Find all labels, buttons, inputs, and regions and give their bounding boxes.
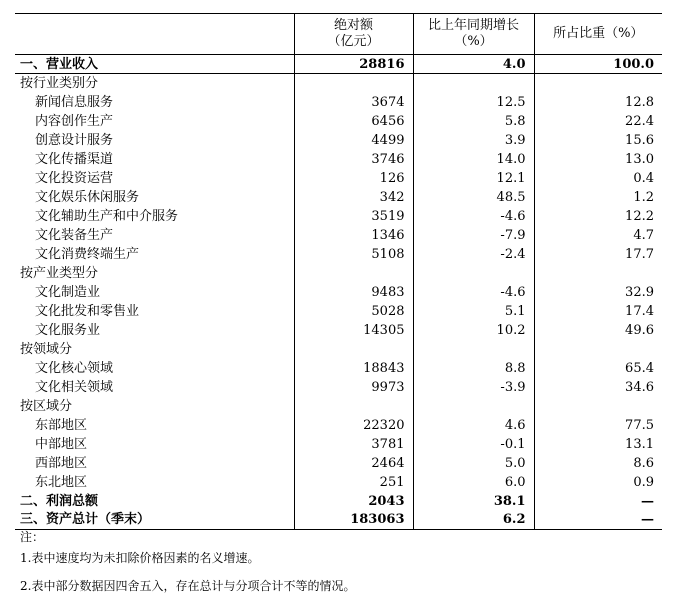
- row-amount: 22320: [294, 416, 413, 435]
- row-label: 西部地区: [35, 455, 88, 471]
- row-growth: 8.8: [413, 359, 534, 378]
- table-row: [15, 473, 662, 492]
- table-row: [15, 302, 662, 321]
- row-share: —: [534, 511, 662, 530]
- row-share: 8.6: [534, 454, 662, 473]
- row-share: 0.9: [534, 473, 662, 492]
- row-share: 34.6: [534, 378, 662, 397]
- row-share: 17.4: [534, 302, 662, 321]
- row-label: 文化服务业: [35, 322, 101, 338]
- notes-title: 注：: [20, 530, 45, 544]
- row-growth: 5.8: [413, 112, 534, 131]
- row-label: 新闻信息服务: [35, 94, 114, 110]
- row-growth: -0.1: [413, 435, 534, 454]
- header-item-blank: [15, 14, 294, 55]
- row-amount: 4499: [294, 131, 413, 150]
- row-growth: 5.0: [413, 454, 534, 473]
- row-share: —: [534, 492, 662, 511]
- row-label: 中部地区: [35, 436, 88, 452]
- header-growth-line2: （%）: [454, 34, 493, 49]
- row-share: 15.6: [534, 131, 662, 150]
- table-body: [15, 55, 662, 530]
- row-growth: 4.6: [413, 416, 534, 435]
- row-share: 65.4: [534, 359, 662, 378]
- table-row: [15, 435, 662, 454]
- row-growth: [413, 74, 534, 93]
- table-row-group-heading: [15, 397, 662, 416]
- table-row-group-heading: [15, 74, 662, 93]
- row-amount: 3674: [294, 93, 413, 112]
- row-amount: 5108: [294, 245, 413, 264]
- row-growth: 12.5: [413, 93, 534, 112]
- statistics-table: [15, 13, 662, 530]
- row-growth: 14.0: [413, 150, 534, 169]
- row-label: 三、资产总计（季末）: [15, 511, 294, 530]
- table-row: [15, 378, 662, 397]
- row-share: 32.9: [534, 283, 662, 302]
- row-share: 12.8: [534, 93, 662, 112]
- row-amount: 14305: [294, 321, 413, 340]
- row-amount: 126: [294, 169, 413, 188]
- row-amount: 2043: [294, 492, 413, 511]
- row-amount: 251: [294, 473, 413, 492]
- row-label: 文化批发和零售业: [35, 303, 140, 319]
- row-amount: [294, 264, 413, 283]
- row-share: 13.0: [534, 150, 662, 169]
- row-amount: 28816: [294, 55, 413, 74]
- row-share: 100.0: [534, 55, 662, 74]
- row-share: 22.4: [534, 112, 662, 131]
- table-row-main-indicator: [15, 492, 662, 511]
- row-growth: -4.6: [413, 283, 534, 302]
- row-growth: -2.4: [413, 245, 534, 264]
- table-row: [15, 454, 662, 473]
- table-row: [15, 169, 662, 188]
- header-growth: [413, 14, 534, 55]
- row-amount: 3781: [294, 435, 413, 454]
- row-growth: 10.2: [413, 321, 534, 340]
- row-share: 4.7: [534, 226, 662, 245]
- row-label: 文化传播渠道: [35, 151, 114, 167]
- row-amount: 2464: [294, 454, 413, 473]
- row-amount: [294, 397, 413, 416]
- table-row: [15, 207, 662, 226]
- table-row-group-heading: [15, 264, 662, 283]
- header-amount-line2: （亿元）: [327, 34, 380, 49]
- row-share: [534, 397, 662, 416]
- row-growth: -4.6: [413, 207, 534, 226]
- table-row-main-indicator: [15, 511, 662, 530]
- row-growth: 48.5: [413, 188, 534, 207]
- table-row-main-indicator: [15, 55, 662, 74]
- row-share: [534, 74, 662, 93]
- row-label: 按领域分: [20, 341, 73, 357]
- header-amount: [294, 14, 413, 55]
- row-growth: 3.9: [413, 131, 534, 150]
- row-growth: 6.0: [413, 473, 534, 492]
- row-share: 49.6: [534, 321, 662, 340]
- table-header-row: [15, 14, 662, 55]
- row-growth: 4.0: [413, 55, 534, 74]
- row-growth: 6.2: [413, 511, 534, 530]
- row-label: 东部地区: [35, 417, 88, 433]
- row-amount: 5028: [294, 302, 413, 321]
- statistics-table-container: [15, 13, 662, 530]
- header-share: 所占比重（%）: [534, 14, 662, 55]
- row-label: 一、营业收入: [15, 55, 294, 74]
- row-label: 东北地区: [35, 474, 88, 490]
- row-label: 按区域分: [20, 398, 73, 414]
- row-amount: 1346: [294, 226, 413, 245]
- row-share: [534, 264, 662, 283]
- table-row: [15, 245, 662, 264]
- row-label: 文化核心领域: [35, 360, 114, 376]
- row-label: 文化制造业: [35, 284, 101, 300]
- row-label: 创意设计服务: [35, 132, 114, 148]
- table-row: [15, 226, 662, 245]
- header-growth-line1: 比上年同期增长: [427, 18, 519, 33]
- table-row: [15, 359, 662, 378]
- row-share: 0.4: [534, 169, 662, 188]
- row-amount: 9973: [294, 378, 413, 397]
- row-growth: [413, 340, 534, 359]
- table-row: [15, 150, 662, 169]
- table-row: [15, 112, 662, 131]
- row-share: 1.2: [534, 188, 662, 207]
- row-growth: [413, 264, 534, 283]
- footnotes: [20, 530, 355, 594]
- row-label: 文化投资运营: [35, 170, 114, 186]
- row-label: 文化消费终端生产: [35, 246, 140, 262]
- row-growth: 5.1: [413, 302, 534, 321]
- note-1: 1.表中速度均为未扣除价格因素的名义增速。: [20, 551, 260, 565]
- row-label: 文化相关领域: [35, 379, 114, 395]
- table-row-group-heading: [15, 340, 662, 359]
- header-amount-line1: 绝对额: [333, 18, 373, 33]
- table-row: [15, 416, 662, 435]
- row-label: 文化辅助生产和中介服务: [35, 208, 179, 224]
- row-amount: 3519: [294, 207, 413, 226]
- table-row: [15, 131, 662, 150]
- row-amount: [294, 340, 413, 359]
- row-amount: 342: [294, 188, 413, 207]
- row-share: [534, 340, 662, 359]
- row-growth: 12.1: [413, 169, 534, 188]
- table-row: [15, 283, 662, 302]
- row-label: 按行业类别分: [20, 75, 99, 91]
- row-amount: 6456: [294, 112, 413, 131]
- row-amount: 183063: [294, 511, 413, 530]
- table-row: [15, 93, 662, 112]
- row-amount: 18843: [294, 359, 413, 378]
- row-growth: -3.9: [413, 378, 534, 397]
- row-growth: [413, 397, 534, 416]
- note-2: 2.表中部分数据因四舍五入，存在总计与分项合计不等的情况。: [20, 579, 356, 593]
- row-share: 13.1: [534, 435, 662, 454]
- table-row: [15, 188, 662, 207]
- row-label: 内容创作生产: [35, 113, 114, 129]
- row-amount: 9483: [294, 283, 413, 302]
- row-share: 77.5: [534, 416, 662, 435]
- row-growth: 38.1: [413, 492, 534, 511]
- row-growth: -7.9: [413, 226, 534, 245]
- row-label: 按产业类型分: [20, 265, 99, 281]
- row-label: 文化娱乐休闲服务: [35, 189, 140, 205]
- row-label: 文化装备生产: [35, 227, 114, 243]
- row-amount: 3746: [294, 150, 413, 169]
- row-amount: [294, 74, 413, 93]
- row-share: 17.7: [534, 245, 662, 264]
- row-share: 12.2: [534, 207, 662, 226]
- table-row: [15, 321, 662, 340]
- row-label: 二、利润总额: [20, 493, 99, 509]
